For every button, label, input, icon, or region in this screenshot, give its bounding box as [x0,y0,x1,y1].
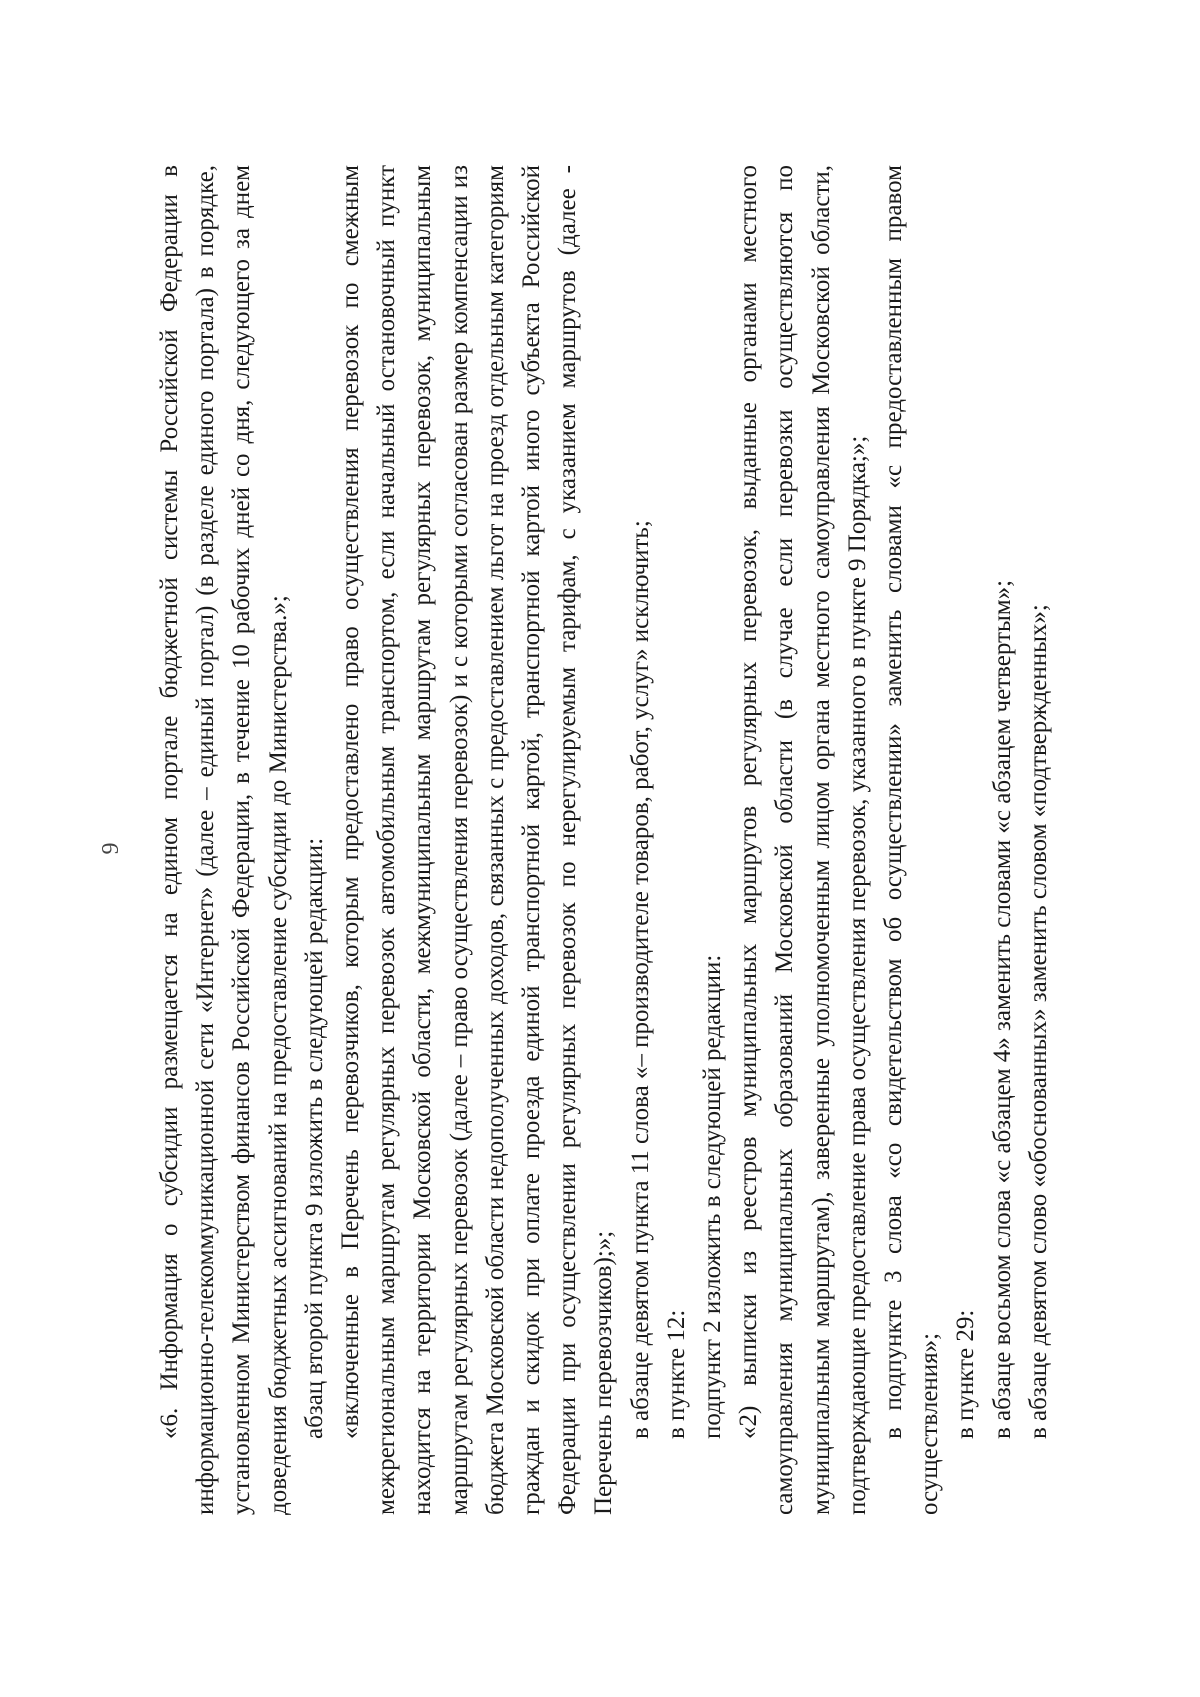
paragraph-clause-29-ninth: в абзаце девятом слово «обоснованных» заменить словом «подтвержденных»; [1024,604,1052,1439]
paragraph-subclause-3: в подпункте 3 слова «со свидетельством об осуществлении» заменить словами «с предоставленным правом осуществления»; [880,165,944,1515]
paragraph-subsidy-information: «6. Информация о субсидии размещается на едином портале бюджетной системы Российской Федерации в информационно-телекоммуникационной сети «Интернет» (далее – единый портал) (в разделе единого портала) в порядке, установленном Министерством финансов Российской Федерации, в течение 10 рабочих дней со дня, следующего за днем доведения бюджетных ассигнований на предоставление субсидии до Министерства.»; [156,165,292,1515]
paragraph-clause-12-intro: в пункте 12: [662,1309,690,1439]
paragraph-subclause-2-intro: подпункт 2 изложить в следующей редакции: [699,954,727,1439]
page-number: 9 [98,842,124,855]
paragraph-clause-29-eighth: в абзаце восьмом слова «с абзацем 4» заменить словами «с абзацем четвертым»; [988,579,1016,1439]
paragraph-subclause-2-text: «2) выписки из реестров муниципальных маршрутов регулярных перевозок, выданные органами местного самоуправления муниципальных образований Московской области (в случае если перевозки осуществляются по муниципальным маршрутам), заверенные уполномоченным лицом органа местного самоуправления Московской области, подтверждающие предоставление права осуществления перевозок, указанного в пункте 9 Порядка;»; [735,165,871,1515]
paragraph-clause-29-intro: в пункте 29: [952,1309,980,1439]
document-body [152,165,1057,1515]
paragraph-carriers-list: «включенные в Перечень перевозчиков, которым предоставлено право осуществления перевозок по смежным межрегиональным маршрутам регулярных перевозок автомобильным транспортом, если начальный остановочный пункт находится на территории Московской области, межмуниципальным маршрутам регулярных перевозок, муниципальным маршрутам регулярных перевозок (далее – право осуществления перевозок) и с которыми согласован размер компенсации из бюджета Московской области недополученных доходов, связанных с предоставлением льгот на проезд отдельным категориям граждан и скидок при оплате проезда единой транспортной картой, транспортной картой иного субъекта Российской Федерации при осуществлении регулярных перевозок по нерегулируемым тарифам, с указанием маршрутов (далее - Перечень перевозчиков);»; [337,165,618,1515]
paragraph-clause-9-intro: абзац второй пункта 9 изложить в следующей редакции: [300,837,328,1439]
paragraph-clause-11: в абзаце девятом пункта 11 слова «– производителе товаров, работ, услуг» исключить; [626,520,654,1439]
